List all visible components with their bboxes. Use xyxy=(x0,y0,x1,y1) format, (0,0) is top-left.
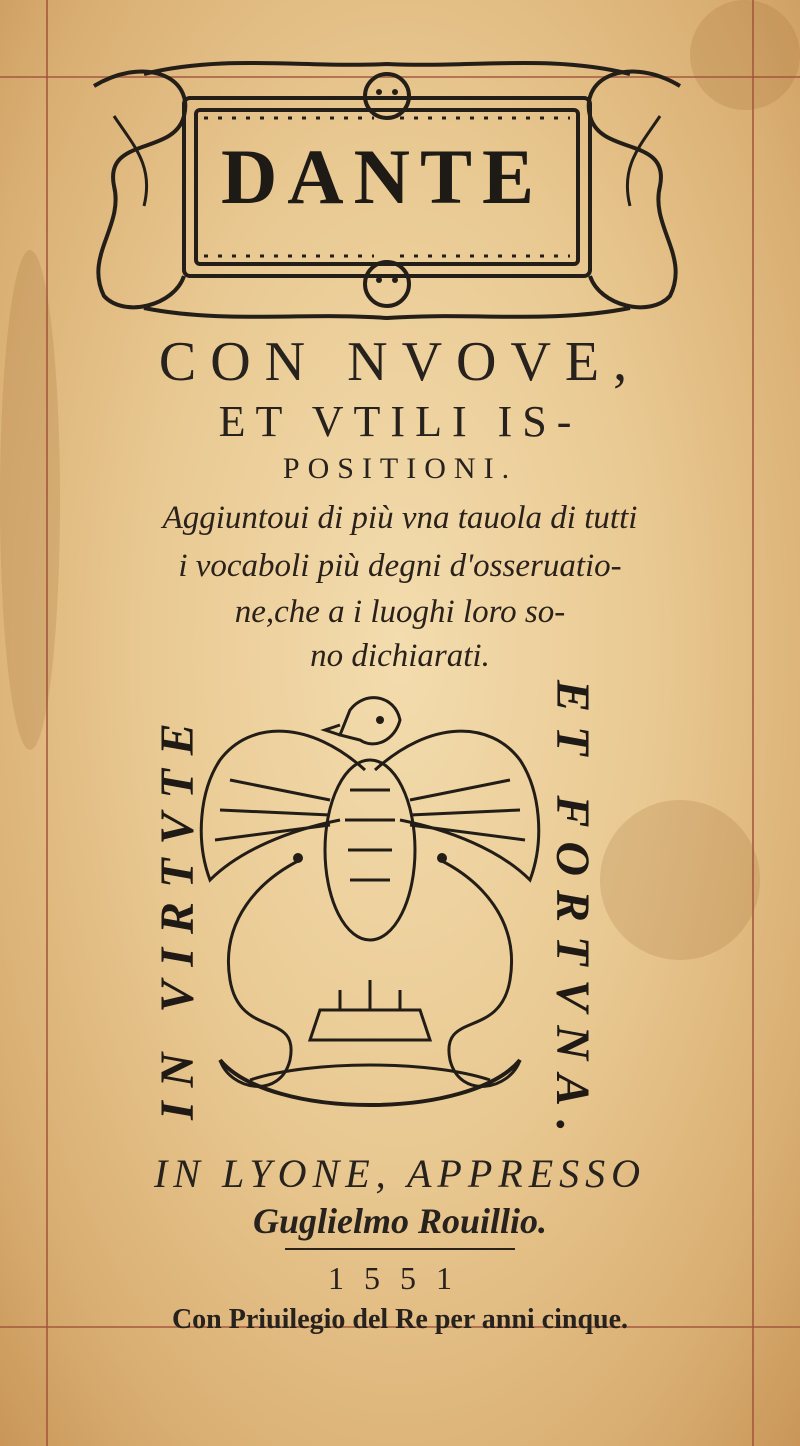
imprint-place: IN LYONE, APPRESSO xyxy=(153,1151,647,1196)
description-line-4: no dichiarati. xyxy=(310,638,490,674)
description-line-1: Aggiuntoui di più vna tauola di tutti xyxy=(162,500,638,536)
book-title: DANTE xyxy=(220,133,545,220)
motto-left: IN VIRTVTE xyxy=(151,709,204,1120)
foxing-stain xyxy=(690,0,800,110)
imprint-year: 1551 xyxy=(328,1260,472,1296)
subtitle-line-3: POSITIONI. xyxy=(282,452,518,485)
description-line-3: ne,che a i luoghi loro so- xyxy=(234,594,566,630)
imprint-privilege: Con Priuilegio del Re per anni cinque. xyxy=(171,1304,629,1335)
foxing-stain xyxy=(600,800,760,960)
description-line-2: i vocaboli più degni d'osseruatio- xyxy=(178,548,622,584)
subtitle-line-1: CON NVOVE, xyxy=(158,331,642,393)
subtitle-line-2: ET VTILI IS- xyxy=(218,397,582,446)
imprint-divider xyxy=(285,1248,515,1250)
imprint-printer: Guglielmo Rouillio. xyxy=(252,1201,548,1241)
motto-right: ET FORTVNA. xyxy=(546,680,599,1147)
printer-device xyxy=(190,680,550,1130)
eagle-serpent-icon xyxy=(190,680,550,1130)
